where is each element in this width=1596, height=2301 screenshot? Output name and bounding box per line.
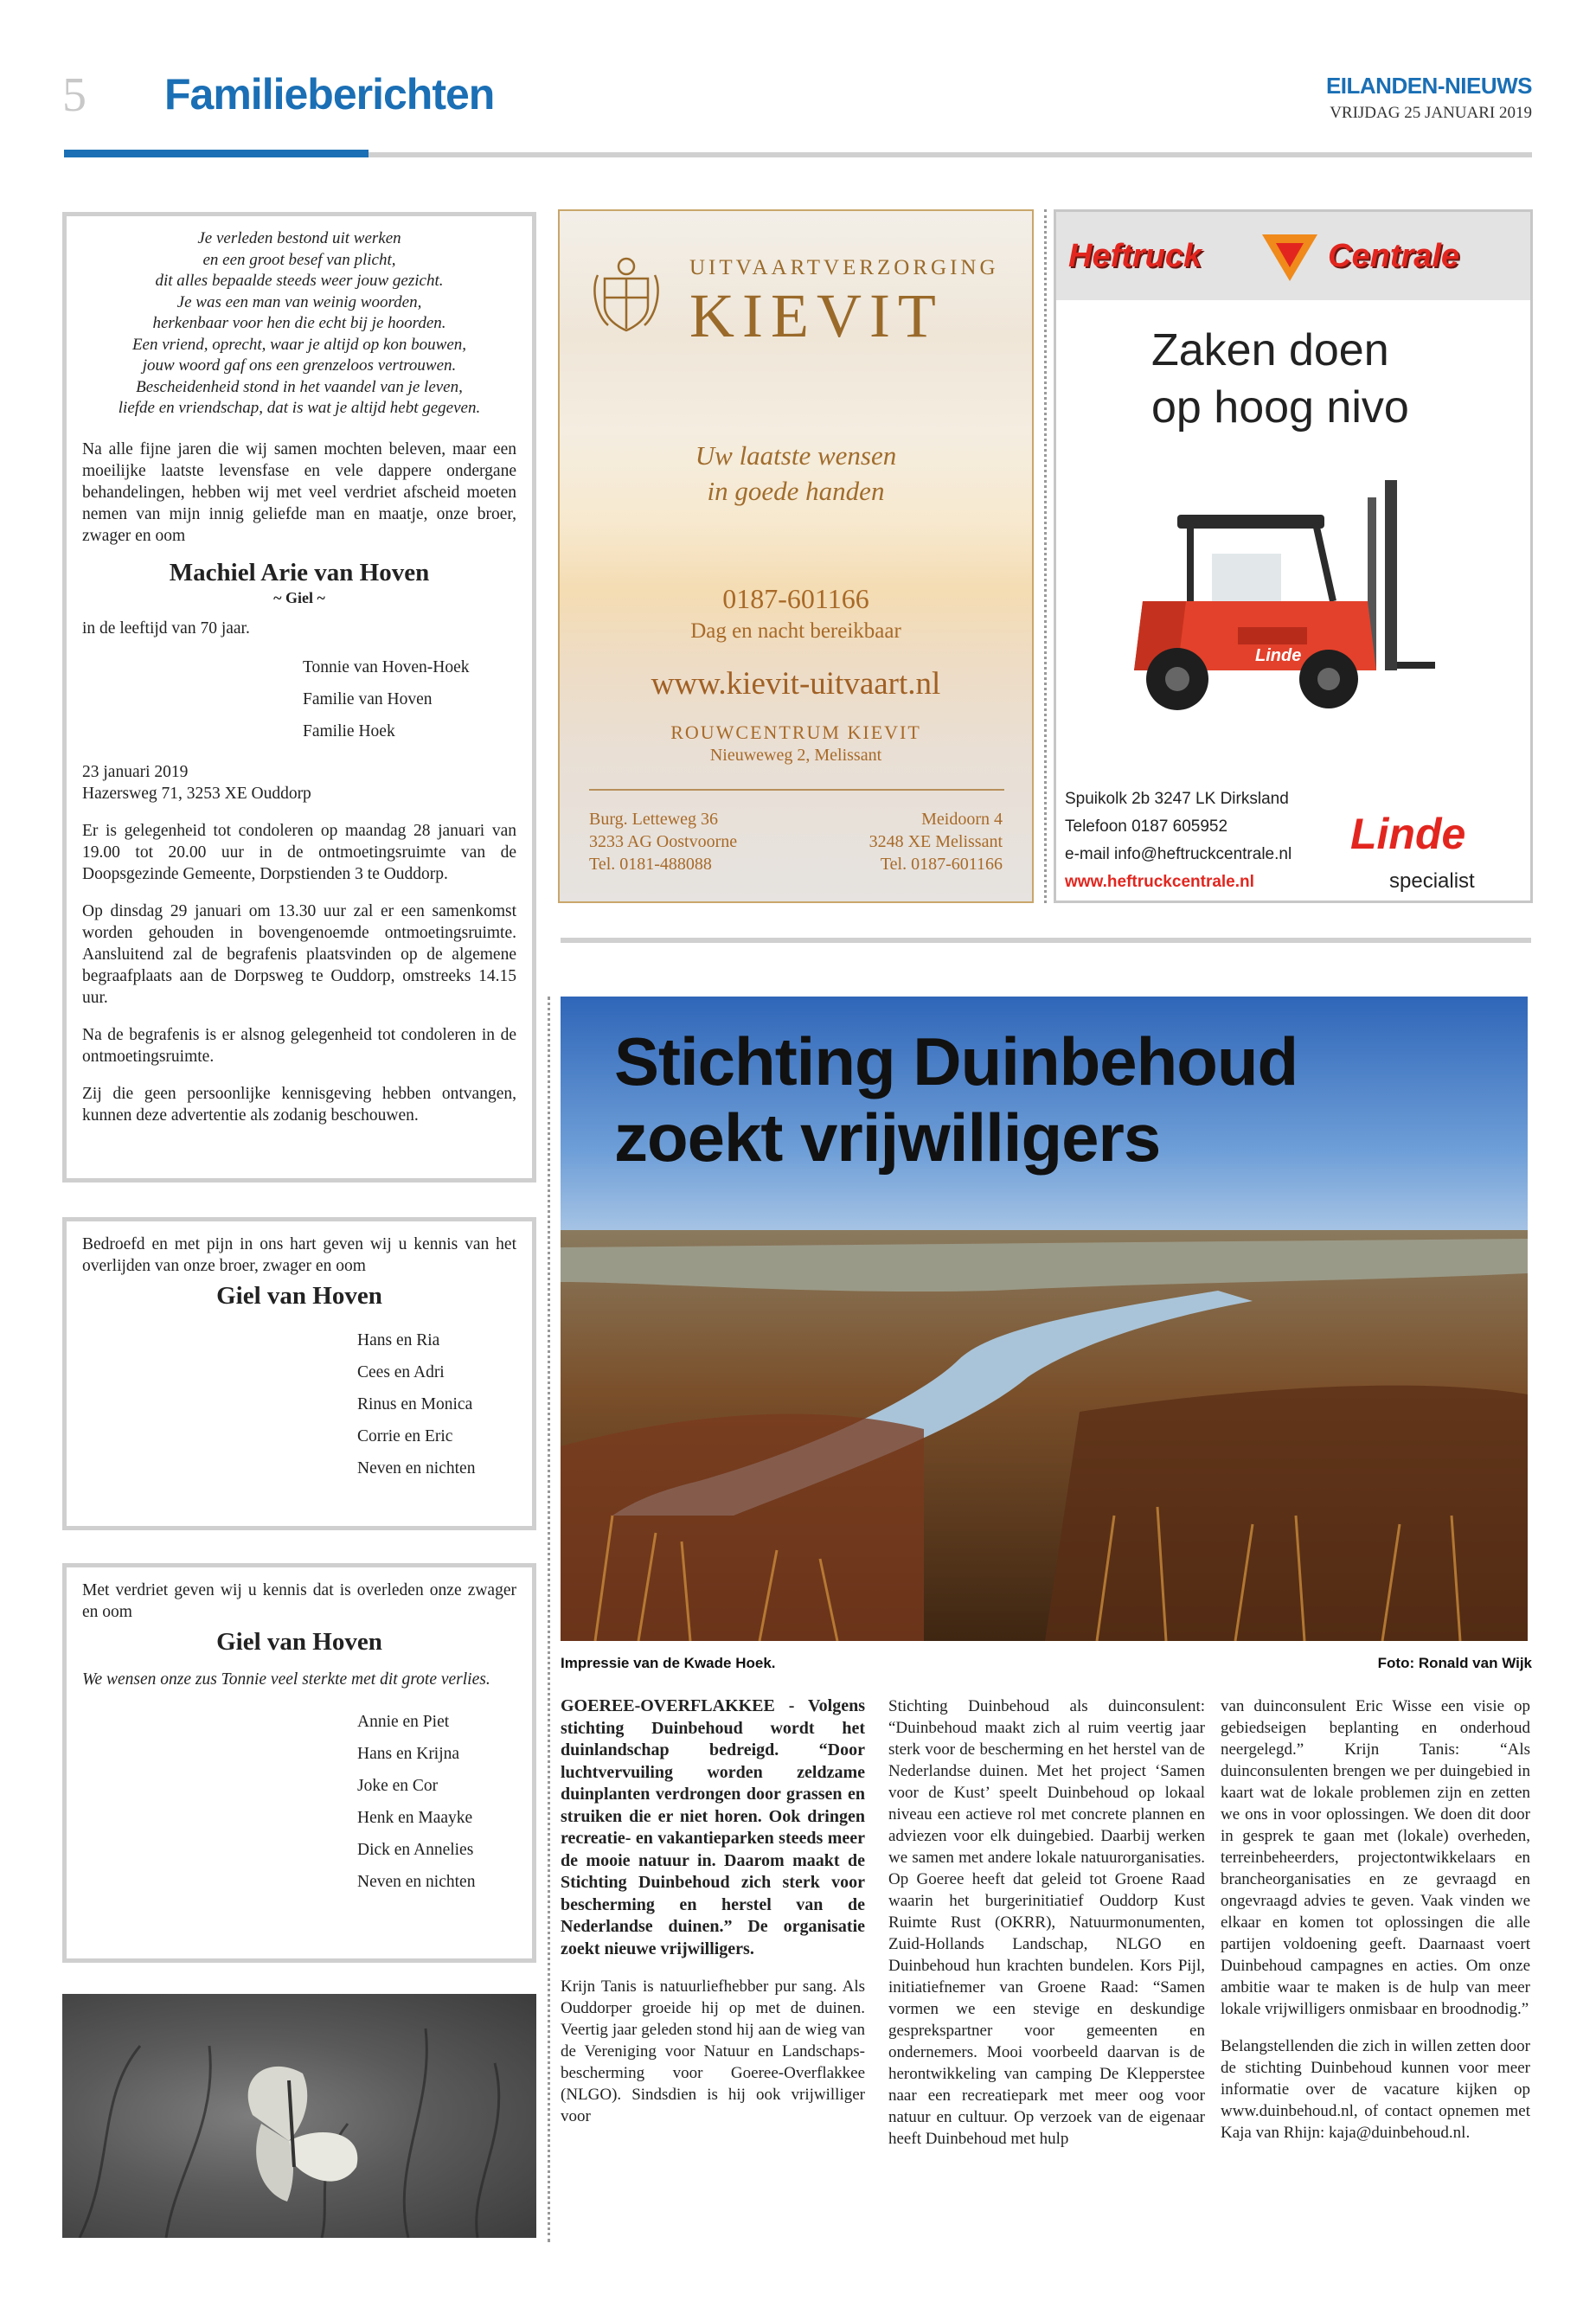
poem-line: jouw woord gaf ons een grenzeloos vertrouwen. [142, 356, 457, 375]
heftruck-website[interactable]: www.heftruckcentrale.nl [1065, 873, 1254, 891]
relative: Familie Hoek [303, 721, 395, 740]
relative: Corrie en Eric [357, 1427, 453, 1445]
death-notice-giel-inlaws [62, 1563, 536, 1963]
column-separator [548, 997, 550, 2242]
notice-address: Hazersweg 71, 3253 XE Ouddorp [82, 784, 311, 803]
notice-intro: Na alle fijne jaren die wij samen mochten beleven, maar een moeilijke laatste levensfase en vele dappere ondergane behandelingen, hebben wij met veel verdriet afscheid moeten nemen van mijn innig geliefde man en maatje, onze broer, zwager en oom [82, 439, 516, 545]
poem-line: Een vriend, oprecht, waar je altijd op kon bouwen, [131, 335, 467, 354]
kievit-website[interactable]: www.kievit-uitvaart.nl [651, 666, 941, 702]
heftruck-logo-left: Heftruck [1068, 238, 1202, 274]
butterfly-photo [62, 1994, 536, 2238]
linde-specialist: specialist [1389, 869, 1475, 893]
notice-intro: Met verdriet geven wij u kennis dat is overleden onze zwager en oom [82, 1581, 516, 1621]
after-funeral-info: Na de begrafenis is er alsnog gelegenheid tot condoleren in de ontmoetingsruimte. [82, 1025, 516, 1066]
address-line: 3248 XE Melissant [869, 832, 1003, 851]
poem-line: en een groot besef van plicht, [202, 250, 396, 269]
address-line: Tel. 0187-601166 [880, 855, 1003, 874]
crest-icon [593, 254, 660, 334]
heftruck-slogan-1: Zaken doen [1151, 325, 1389, 375]
kievit-phone-note: Dag en nacht bereikbaar [690, 619, 901, 643]
article-paragraph: Krijn Tanis is natuurliefhebber pur sang. Als Ouddorper groeide hij op met de duinen. Veertig jaar geleden stond hij aan de wieg van de Vereniging voor Natuur en Landschaps-bescherming voor Goeree-Overflakkee (NLGO). Sindsdien is hij ook vrijwilliger voor [561, 1977, 865, 2125]
article-headline-1: Stichting Duinbehoud [614, 1023, 1298, 1099]
relative: Joke en Cor [357, 1777, 439, 1795]
condolence-info: Er is gelegenheid tot condoleren op maandag 28 januari van 19.00 tot 20.00 uur in de ontmoetingsruimte van de Doopsgezinde Gemeente, Dorpstienden 3 te Ouddorp. [82, 821, 516, 883]
address-line: Meidoorn 4 [921, 810, 1003, 829]
relatives-list [357, 1330, 516, 1479]
kievit-advertisement [558, 209, 1034, 903]
kievit-tagline-2: in goede handen [707, 476, 885, 506]
poem-line: Je was een man van weinig woorden, [176, 292, 422, 311]
death-notice-machiel [62, 212, 536, 1183]
poem-line: herkenbaar voor hen die echt bij je hoorden. [152, 314, 446, 332]
page-number: 5 [62, 68, 87, 122]
linde-logo: Linde [1350, 810, 1466, 858]
notice-intro: Bedroefd en met pijn in ons hart geven wij u kennis van het overlijden van onze broer, zwager en oom [82, 1235, 516, 1275]
butterfly-icon [62, 1994, 536, 2238]
death-notice-giel-siblings [62, 1217, 536, 1530]
photo-caption: Impressie van de Kwade Hoek. [561, 1655, 776, 1671]
article-paragraph: Stichting Duinbehoud als duinconsulent: “Duinbehoud maakt zich al ruim veertig jaar sterk voor de bescherming en het herstel van de Nederlandse duinen. Met het project ‘Samen voor de Kust’ speelt Duinbehoud op lokaal niveau een actieve rol met concrete plannen en adviezen voor elk duingebied. Daarbij werken we samen met andere lokale natuurorganisaties. Op Goeree heeft dat geleid tot Groene Raad waarin het burgerinitiatief Ouddorp Kust Ruimte Rust (OKRR), Natuurmonumenten, Zuid-Hollands Landschap, NLGO en Duinbehoud hun krachten bundelen. Kors Pijl, initiatiefnemer van Groene Raad: “Samen vormen we een stevige en deskundige gesprekspartner voor gemeenten en ondernemers. Mooi voorbeeld daarvan is de herontwikkeling van camping De Klepperstee naar een recreatiepark met meer oog voor natuur en cultuur. Op verzoek van de eigenaar heeft Duinbehoud met hulp [888, 1697, 1205, 2148]
kievit-divider [589, 789, 1004, 791]
issue-date: VRIJDAG 25 JANUARI 2019 [1330, 104, 1532, 122]
forklift-icon [1108, 471, 1437, 722]
header-rule [369, 152, 1532, 157]
forklift-brand-label: Linde [1255, 646, 1302, 665]
deceased-name: Giel van Hoven [216, 1282, 382, 1310]
kwade-hoek-photo [561, 997, 1528, 1641]
heftruck-advertisement [1054, 209, 1533, 903]
heftruck-address: Spuikolk 2b 3247 LK Dirksland [1065, 790, 1289, 808]
article-lead: GOEREE-OVERFLAKKEE - Volgens stichting Duinbehoud wordt het duinlandschap bedreigd. “Door luchtvervuiling worden zeldzame duinplanten verdrongen door grassen en struiken die er niet horen. Ook dringen recreatie- en vakantieparken steeds meer de mooie natuur in. Daarom maakt de Stichting Duinbehoud zich sterk voor bescherming en herstel van de Nederlandse duinen.” De organisatie zoekt nieuwe vrijwilligers. [561, 1696, 865, 1958]
notice-wish: We wensen onze zus Tonnie veel sterkte met dit grote verlies. [82, 1670, 490, 1689]
newspaper-logo: EILANDEN-NIEUWS [1325, 73, 1532, 99]
article-paragraph: van duinconsulent Eric Wisse een visie op gebiedseigen beplanting en onderhoud neergelegd.” Krijn Tanis: “Als duinconsulenten brengen we per duingebied in kaart wat de lokale problemen zijn en zetten we ons in voor oplossingen. We doen dit door in gesprek te gaan met (lokale) overheden, terreinbeheerders, projectontwikkelaars en brancheorganisaties en ze gevraagd en ongevraagd advies te geven. Vaak vinden we elkaar en komen tot oplossingen die alle partijen voldoening geeft. Daarnaast voert Duinbehoud campagnes en acties. Om onze ambitie waar te maken is de hulp van meer lokale vrijwilligers onmisbaar en broodnodig.” [1221, 1697, 1530, 2018]
deceased-name: Machiel Arie van Hoven [169, 558, 430, 586]
heftruck-logo-icon [1259, 228, 1321, 285]
poem-line: Je verleden bestond uit werken [197, 229, 401, 247]
poem-line: Bescheidenheid stond in het vaandel van je leven, [136, 377, 463, 396]
poem-line: dit alles bepaalde steeds weer jouw gezicht. [155, 272, 444, 290]
address-line: 3233 AG Oostvoorne [589, 832, 738, 851]
kievit-kicker: UITVAARTVERZORGING [689, 256, 999, 279]
relative: Dick en Annelies [357, 1841, 474, 1859]
relative: Tonnie van Hoven-Hoek [303, 657, 470, 676]
relative: Neven en nichten [357, 1873, 476, 1891]
relatives-list [357, 1711, 516, 1893]
kievit-center: ROUWCENTRUM KIEVIT [670, 721, 921, 743]
relative: Rinus en Monica [357, 1395, 473, 1413]
article-column-1 [561, 1695, 865, 2143]
deceased-name: Giel van Hoven [216, 1628, 382, 1656]
relative: Familie van Hoven [303, 689, 433, 708]
heftruck-phone: Telefoon 0187 605952 [1065, 817, 1228, 836]
relative: Henk en Maayke [357, 1809, 473, 1827]
relatives-list [303, 657, 516, 742]
photo-credit: Foto: Ronald van Wijk [1377, 1655, 1532, 1671]
kievit-name: KIEVIT [689, 281, 944, 350]
funeral-info: Op dinsdag 29 januari om 13.30 uur zal er een samenkomst worden gehouden in bovengenoemde ontmoetingsruimte. Aansluitend zal de begrafenis plaatsvinden op de algemene begraafplaats aan de Dorpsweg te Ouddorp, omstreeks 14.15 uur. [82, 901, 516, 1007]
memorial-poem [82, 228, 516, 420]
relative: Hans en Ria [357, 1331, 440, 1349]
address-line: Tel. 0181-488088 [589, 855, 712, 874]
kievit-phone: 0187-601166 [722, 583, 869, 614]
address-line: Burg. Letteweg 36 [589, 810, 719, 829]
ad-bottom-rule [561, 938, 1531, 943]
relative: Neven en nichten [357, 1459, 476, 1477]
deceased-nickname: ~ Giel ~ [273, 588, 325, 606]
deceased-age: in de leeftijd van 70 jaar. [82, 619, 250, 638]
kievit-tagline-1: Uw laatste wensen [695, 440, 897, 471]
heftruck-logo-right: Centrale [1328, 238, 1460, 274]
relative: Annie en Piet [357, 1713, 450, 1731]
ad-separator [1044, 209, 1047, 903]
relative: Cees en Adri [357, 1363, 445, 1381]
relative: Hans en Krijna [357, 1745, 460, 1763]
kievit-address-right [869, 808, 1003, 875]
article-paragraph: Belangstellenden die zich in willen zetten door de stichting Duinbehoud kunnen voor meer informatie over de vacature kijken op www.duinbehoud.nl, of contact opnemen met Kaja van Rhijn: kaja@duinbehoud.nl. [1221, 2037, 1530, 2142]
section-title: Familieberichten [164, 70, 495, 119]
header-rule-accent [64, 150, 369, 157]
notice-disclaimer: Zij die geen persoonlijke kennisgeving hebben ontvangen, kunnen deze advertentie als zodanig beschouwen. [82, 1084, 516, 1125]
article-column-2 [888, 1695, 1205, 2165]
poem-line: liefde en vriendschap, dat is wat je altijd hebt gegeven. [118, 399, 481, 417]
kievit-address-left [589, 808, 737, 875]
heftruck-email[interactable]: e-mail info@heftruckcentrale.nl [1065, 845, 1292, 863]
article-column-3 [1221, 1695, 1530, 2159]
notice-date: 23 januari 2019 [82, 762, 189, 781]
heftruck-slogan-2: op hoog nivo [1151, 382, 1409, 433]
kievit-center-address: Nieuweweg 2, Melissant [709, 746, 882, 765]
article-headline-2: zoekt vrijwilligers [614, 1099, 1161, 1176]
